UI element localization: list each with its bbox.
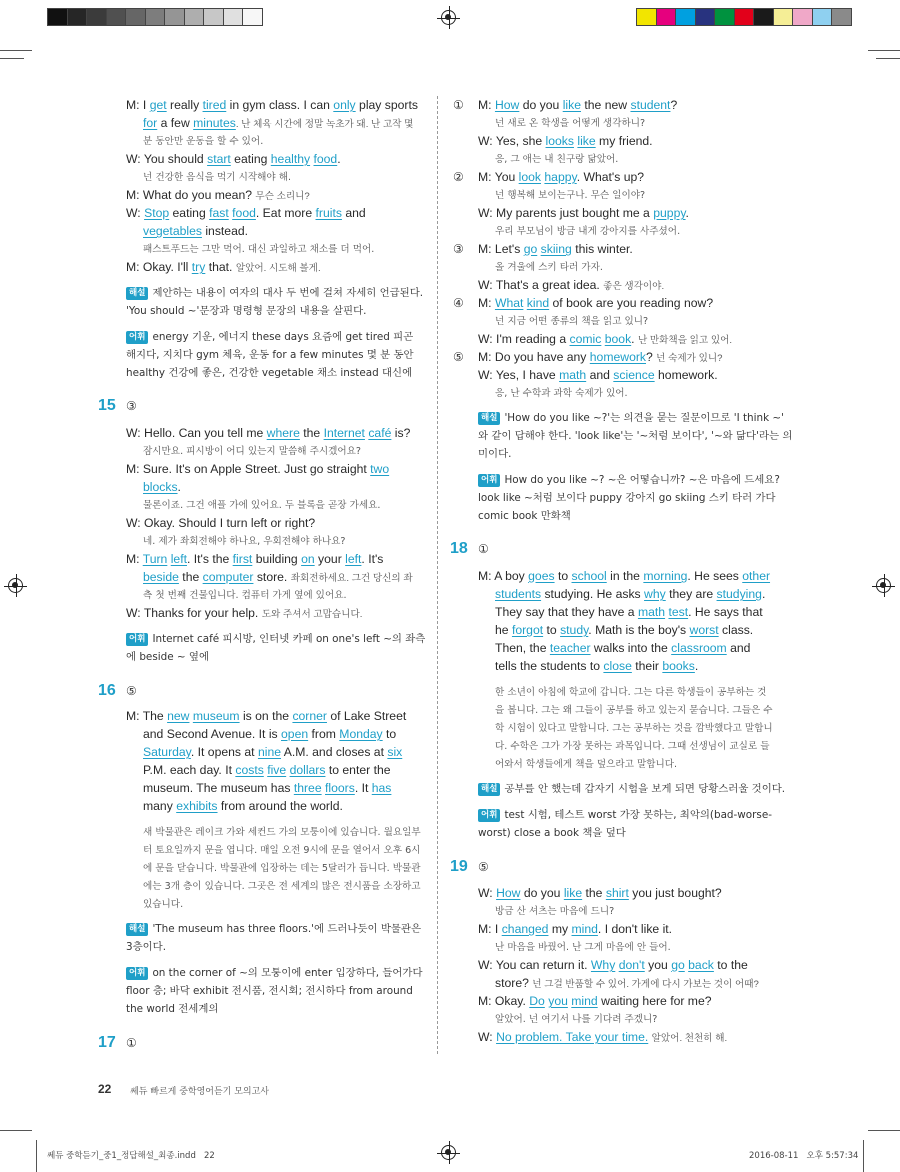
vocabulary-tag: 어휘 — [126, 967, 148, 980]
translation-line: 잠시만요. 피시방이 어디 있는지 말씀해 주시겠어요? — [143, 446, 362, 457]
translation-line: 넌 새로 온 학생을 어떻게 생각하니? — [495, 118, 646, 129]
dialog-line: W: You should start eating healthy food. — [126, 152, 341, 166]
dialog-line: M: What kind of book are you reading now? — [478, 296, 714, 310]
dialog-line: M: The new museum is on the corner of Lake Street — [126, 709, 407, 723]
dialog-line: tells the students to close their books. — [495, 659, 699, 673]
translation-line: 넌 행복해 보이는구나. 무슨 일이야? — [495, 190, 646, 201]
dialog-line: M: Okay. I'll try that. 알았어. 시도해 볼게. — [126, 260, 321, 274]
gray-swatch — [185, 9, 205, 25]
translation-line: 한 소년이 아침에 학교에 갑니다. 그는 다른 학생들이 공부하는 것 — [495, 687, 767, 698]
explanation-note: 미이다. — [478, 448, 512, 460]
dialog-line: W: Yes, I have math and science homework. — [478, 368, 718, 382]
process-color-swatch — [832, 9, 851, 25]
dialog-line: store? 넌 그걸 반품할 수 있어. 가게에 다시 가보는 것이 어때? — [495, 976, 759, 990]
vocabulary-note: the world 전세계의 — [126, 1003, 219, 1015]
gray-swatch — [87, 9, 107, 25]
gray-swatch — [68, 9, 88, 25]
translation-line: 에는 3개 층이 있습니다. 그곳은 전 세계의 많은 전시품을 소장하고 — [143, 881, 421, 892]
explanation-note: 해설 제안하는 내용이 여자의 대사 두 번에 걸쳐 자세히 언급된다. — [126, 285, 423, 302]
registration-mark-bottom-icon — [441, 1145, 456, 1160]
choice-number: ② — [453, 170, 464, 184]
dialog-line: M: Do you have any homework? 넌 숙제가 있니? — [478, 350, 723, 364]
answer-choice: ⑤ — [126, 684, 137, 698]
dialog-line: he forgot to study. Math is the boy's worst class. — [495, 623, 754, 637]
dialog-line: M: What do you mean? 무슨 소리니? — [126, 188, 310, 202]
vocabulary-tag: 어휘 — [478, 809, 500, 822]
choice-number: ④ — [453, 296, 464, 310]
translation-line: 방금 산 셔츠는 마음에 드니? — [495, 906, 615, 917]
column-divider — [437, 96, 438, 1054]
translation-line: 을 봅니다. 그는 왜 그들이 공부를 하고 있는지 묻습니다. 그들은 수 — [495, 705, 773, 716]
dialog-line: W: How do you like the shirt you just bought? — [478, 886, 722, 900]
registration-mark-right-icon — [876, 578, 891, 593]
gray-swatch — [146, 9, 166, 25]
answer-choice: ⑤ — [478, 860, 489, 874]
dialog-line: W: Thanks for your help. 도와 주셔서 고맙습니다. — [126, 606, 363, 620]
process-color-bar — [636, 8, 852, 26]
crop-mark-icon — [0, 58, 24, 59]
question-number: 19 — [450, 858, 468, 875]
translation-line: 터 토요일까지 문을 엽니다. 매일 오전 9시에 문을 열어서 오후 6시 — [143, 845, 421, 856]
dialog-line: M: Sure. It's on Apple Street. Just go straight two — [126, 462, 390, 476]
dialog-line: blocks. — [143, 480, 181, 494]
answer-choice: ③ — [126, 399, 137, 413]
explanation-tag: 해설 — [126, 287, 148, 300]
choice-number: ⑤ — [453, 350, 464, 364]
dialog-line: W: Hello. Can you tell me where the Internet café is? — [126, 426, 411, 440]
dialog-line: M: Turn left. It's the first building on your left. It's — [126, 552, 384, 566]
dialog-line: W: My parents just bought me a puppy. — [478, 206, 689, 220]
translation-line: 응, 난 수학과 과학 숙제가 있어. — [495, 388, 628, 399]
dialog-line: M: I changed my mind. I don't like it. — [478, 922, 673, 936]
question-number: 16 — [98, 682, 116, 699]
dialog-line: and Second Avenue. It is open from Monday to — [143, 727, 397, 741]
dialog-line: W: Okay. Should I turn left or right? — [126, 516, 316, 530]
vocabulary-tag: 어휘 — [126, 633, 148, 646]
question-number: 17 — [98, 1034, 116, 1051]
dialog-line: vegetables instead. — [143, 224, 249, 238]
dialog-line: M: I get really tired in gym class. I can only play sports — [126, 98, 418, 112]
vocabulary-note: healthy 건강에 좋은, 건강한 vegetable 채소 instead 대신에 — [126, 367, 413, 379]
dialog-line: many exhibits from around the world. — [143, 799, 343, 813]
vocabulary-note: 어휘 on the corner of ~의 모퉁이에 enter 입장하다, 들어가다 — [126, 965, 423, 982]
process-color-swatch — [715, 9, 735, 25]
gray-swatch — [243, 9, 262, 25]
vocabulary-note: look like ~처럼 보이다 puppy 강아지 go skiing 스키 타러 가다 — [478, 492, 776, 504]
answer-choice: ① — [478, 542, 489, 556]
question-number: 18 — [450, 540, 468, 557]
process-color-swatch — [657, 9, 677, 25]
translation-line: 분 동안만 운동을 할 수 있어. — [143, 136, 264, 147]
translation-line: 네. 제가 좌회전해야 하나요, 우회전해야 하나요? — [143, 536, 346, 547]
vocabulary-note: 어휘 test 시험, 테스트 worst 가장 못하는, 최악의(bad-worse- — [478, 807, 772, 824]
dialog-line: beside the computer store. 좌회전하세요. 그건 당신의 좌 — [143, 570, 413, 584]
translation-line: 알았어. 넌 여기서 나를 기다려 주겠니? — [495, 1014, 658, 1025]
dialog-line: W: Stop eating fast food. Eat more fruits and — [126, 206, 366, 220]
dialog-line: P.M. each day. It costs five dollars to enter the — [143, 763, 391, 777]
gray-swatch — [204, 9, 224, 25]
gray-swatch — [126, 9, 146, 25]
registration-mark-top-icon — [441, 10, 456, 25]
dialog-line: Saturday. It opens at nine A.M. and closes at six — [143, 745, 403, 759]
dialog-line: M: Let's go skiing this winter. — [478, 242, 633, 256]
page-number: 22 — [98, 1082, 112, 1096]
dialog-line: W: That's a great idea. 좋은 생각이야. — [478, 278, 665, 292]
vocabulary-note: 어휘 How do you like ~? ~은 어떻습니까? ~은 마음에 드세요? — [478, 472, 780, 489]
translation-line: 넌 건강한 음식을 먹기 시작해야 해. — [143, 172, 292, 183]
registration-mark-left-icon — [8, 578, 23, 593]
translation-line: 물론이죠. 그건 애플 가에 있어요. 두 블록을 곧장 가세요. — [143, 500, 381, 511]
explanation-tag: 해설 — [478, 783, 500, 796]
explanation-note: 해설 'The museum has three floors.'에 드러나듯이 박물관은 — [126, 921, 421, 938]
vocabulary-note: floor 층; 바닥 exhibit 전시품, 전시회; 전시하다 from around — [126, 985, 413, 997]
gray-swatch — [48, 9, 68, 25]
dialog-line: W: Yes, she looks like my friend. — [478, 134, 653, 148]
dialog-line: W: You can return it. Why don't you go back to the — [478, 958, 748, 972]
book-title: 쎄듀 빠르게 중학영어듣기 모의고사 — [130, 1087, 269, 1097]
process-color-swatch — [754, 9, 774, 25]
gray-swatch — [224, 9, 244, 25]
dialog-line: Then, the teacher walks into the classroom and — [495, 641, 751, 655]
process-color-swatch — [676, 9, 696, 25]
gray-swatch — [107, 9, 127, 25]
dialog-line: museum. The museum has three floors. It has — [143, 781, 392, 795]
process-color-swatch — [735, 9, 755, 25]
translation-line: 다. 수학은 그가 가장 못하는 과목입니다. 그때 선생님이 교실로 들 — [495, 741, 770, 752]
process-color-swatch — [793, 9, 813, 25]
translation-line: 넌 지금 어떤 종류의 책을 읽고 있니? — [495, 316, 649, 327]
explanation-note: 'You should ~'문장과 명령형 문장의 내용을 살핀다. — [126, 305, 367, 317]
crop-mark-icon — [0, 1130, 32, 1131]
process-color-swatch — [813, 9, 833, 25]
translation-line: 패스트푸드는 그만 먹어. 대신 과일하고 채소를 더 먹어. — [143, 244, 375, 255]
dialog-line: M: How do you like the new student? — [478, 98, 678, 112]
dialog-line: for a few minutes. 난 체육 시간에 정말 녹초가 돼. 난 고작 몇 — [143, 116, 414, 130]
dialog-line: M: Okay. Do you mind waiting here for me? — [478, 994, 712, 1008]
answer-choice: ① — [126, 1036, 137, 1050]
translation-line: 새 박물관은 레이크 가와 세컨드 가의 모퉁이에 있습니다. 월요일부 — [143, 827, 421, 838]
vocabulary-tag: 어휘 — [126, 331, 148, 344]
question-number: 15 — [98, 397, 116, 414]
translation-line: 있습니다. — [143, 899, 184, 910]
crop-mark-icon — [0, 50, 32, 51]
vocabulary-note: 어휘 energy 기운, 에너지 these days 요즘에 get tired 피곤 — [126, 329, 413, 346]
process-color-swatch — [774, 9, 794, 25]
explanation-note: 와 같이 답해야 한다. 'look like'는 '~처럼 보이다', '~와 닮다'라는 의 — [478, 430, 793, 442]
vocabulary-note: worst) close a book 책을 덮다 — [478, 827, 626, 839]
translation-line: 에 문을 닫습니다. 박물관에 입장하는 데는 5달러가 듭니다. 박물관 — [143, 863, 421, 874]
crop-mark-icon — [868, 1130, 900, 1131]
crop-mark-icon — [876, 58, 900, 59]
grayscale-color-bar — [47, 8, 263, 26]
translation-line: 난 마음을 바꿨어. 난 그게 마음에 안 들어. — [495, 942, 671, 953]
explanation-tag: 해설 — [126, 923, 148, 936]
slug-timestamp: 2016-08-11 오후 5:57:34 — [749, 1151, 859, 1161]
choice-number: ① — [453, 98, 464, 112]
explanation-note: 3층이다. — [126, 941, 167, 953]
dialog-line: W: I'm reading a comic book. 난 만화책을 읽고 있어. — [478, 332, 733, 346]
explanation-tag: 해설 — [478, 412, 500, 425]
dialog-line: They say that they have a math test. He says that — [495, 605, 763, 619]
process-color-swatch — [637, 9, 657, 25]
vocabulary-note: 해지다, 지치다 gym 체육, 운동 for a few minutes 몇 분 동안 — [126, 349, 414, 361]
crop-mark-icon — [36, 1140, 37, 1172]
dialog-line: W: No problem. Take your time. 알았어. 천천히 해. — [478, 1030, 728, 1044]
vocabulary-tag: 어휘 — [478, 474, 500, 487]
gray-swatch — [165, 9, 185, 25]
vocabulary-note: comic book 만화책 — [478, 510, 571, 522]
translation-line: 어와서 학생들에게 책을 덮으라고 말합니다. — [495, 759, 678, 770]
translation-line: 측 첫 번째 건물입니다. 컴퓨터 가게 옆에 있어요. — [143, 590, 347, 601]
dialog-line: M: A boy goes to school in the morning. He sees other — [478, 569, 771, 583]
explanation-note: 해설 공부를 안 했는데 갑자기 시험을 보게 되면 당황스러울 것이다. — [478, 781, 785, 798]
dialog-line: students studying. He asks why they are studying. — [495, 587, 766, 601]
vocabulary-note: 어휘 Internet café 피시방, 인터넷 카페 on one's left ~의 좌측 — [126, 631, 425, 648]
crop-mark-icon — [868, 50, 900, 51]
translation-line: 학 시험이 있다고 말합니다. 그는 공부하는 것을 깜박했다고 말합니 — [495, 723, 773, 734]
process-color-swatch — [696, 9, 716, 25]
translation-line: 올 겨울에 스키 타러 가자. — [495, 262, 603, 273]
translation-line: 응, 그 애는 내 친구랑 닮았어. — [495, 154, 619, 165]
slug-filename: 쎄듀 중학듣기_중1_정답해설_최종.indd 22 — [47, 1151, 215, 1161]
crop-mark-icon — [863, 1140, 864, 1172]
choice-number: ③ — [453, 242, 464, 256]
dialog-line: M: You look happy. What's up? — [478, 170, 645, 184]
translation-line: 우리 부모님이 방금 내게 강아지를 사주셨어. — [495, 226, 681, 237]
vocabulary-note: 에 beside ~ 옆에 — [126, 651, 210, 663]
explanation-note: 해설 'How do you like ~?'는 의견을 묻는 질문이므로 'I think ~' — [478, 410, 784, 427]
